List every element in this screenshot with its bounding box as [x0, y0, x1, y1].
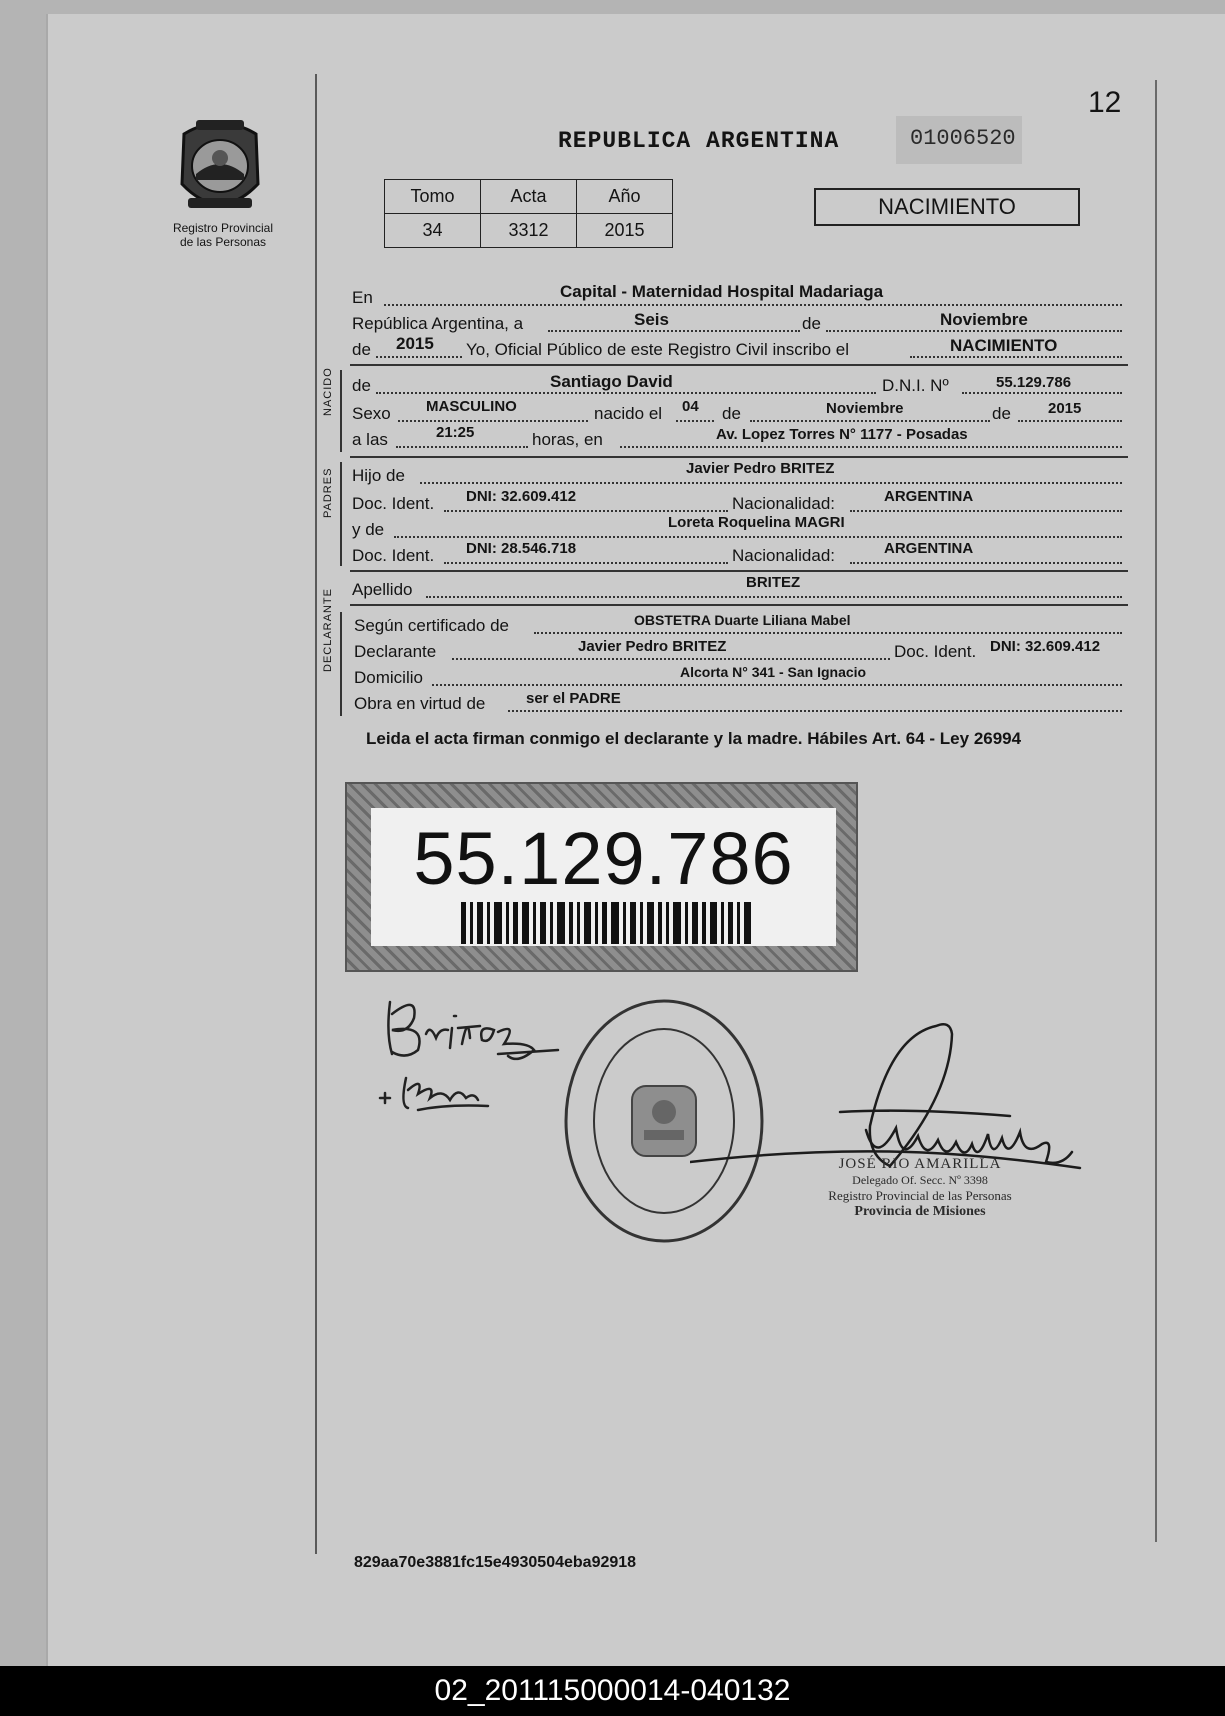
madre-nacionalidad: ARGENTINA — [884, 540, 974, 557]
nombre-nacido: Santiago David — [550, 372, 673, 391]
mes-nacido: Noviembre — [826, 400, 904, 417]
dotline — [1018, 420, 1122, 422]
dotline — [426, 596, 1122, 598]
label-de: de — [352, 340, 371, 359]
dotline — [444, 562, 728, 564]
sticker-label — [371, 808, 836, 946]
section-rule — [350, 364, 1128, 366]
section-tag-declarante — [322, 652, 334, 672]
serial-number: 01006520 — [896, 116, 1022, 164]
madre-doc: DNI: 28.546.718 — [466, 540, 577, 557]
apellido-value: BRITEZ — [746, 574, 801, 591]
dotline — [376, 392, 876, 394]
dotline — [508, 710, 1122, 712]
margin-line-right — [1155, 80, 1157, 1542]
label-en: En — [352, 288, 373, 307]
label-doc-ident: Doc. Ident. — [894, 642, 977, 661]
oficial-provincia: Provincia de Misiones — [854, 1204, 986, 1219]
label-doc-ident: Doc. Ident. — [352, 494, 435, 513]
margin-line-left — [315, 74, 317, 1554]
dotline — [432, 684, 1122, 686]
section-rule — [350, 570, 1128, 572]
padre-nombre: Javier Pedro BRITEZ — [686, 460, 835, 477]
madre-nombre: Loreta Roquelina MAGRI — [668, 514, 845, 531]
padre-nacionalidad: ARGENTINA — [884, 488, 974, 505]
registro-value-row — [385, 214, 673, 248]
dotline — [910, 356, 1122, 358]
dia-value: Seis — [634, 310, 669, 329]
label-sexo: Sexo — [352, 404, 391, 423]
anio-nacido: 2015 — [1048, 400, 1082, 417]
dotline — [620, 446, 1122, 448]
label-republica: República Argentina, a — [352, 314, 524, 333]
label-de: de — [352, 376, 371, 395]
anio-value: 2015 — [396, 334, 434, 353]
label-doc-ident: Doc. Ident. — [352, 546, 435, 565]
document-type-box: NACIMIENTO — [814, 188, 1080, 226]
oficial-organismo: Registro Provincial de las Personas — [828, 1188, 1012, 1203]
country-heading: REPUBLICA ARGENTINA — [558, 128, 840, 154]
certificado-value: OBSTETRA Duarte Liliana Mabel — [634, 612, 851, 628]
label-horas-en: horas, en — [532, 430, 603, 449]
domicilio-value: Alcorta N° 341 - San Ignacio — [680, 664, 867, 680]
dotline — [396, 446, 528, 448]
section-bar — [340, 462, 342, 566]
dotline — [850, 510, 1122, 512]
oficial-block — [790, 1156, 1050, 1220]
declarante-nombre: Javier Pedro BRITEZ — [578, 638, 727, 655]
label-obra: Obra en virtud de — [354, 694, 486, 713]
label-declarante: Declarante — [354, 642, 437, 661]
padre-doc: DNI: 32.609.412 — [466, 488, 577, 505]
mes-value: Noviembre — [940, 310, 1028, 329]
section-rule — [350, 604, 1128, 606]
sticker-dni-number: 55.129.786 — [413, 817, 794, 900]
section-rule — [350, 456, 1128, 458]
label-oficial: Yo, Oficial Público de este Registro Civil inscribo el — [466, 340, 849, 359]
inscripcion-value: NACIMIENTO — [950, 336, 1058, 355]
dni-nacido: 55.129.786 — [996, 374, 1072, 391]
logo-caption-line1: Registro Provincial — [172, 221, 274, 235]
barcode-icon — [461, 902, 751, 944]
label-certificado: Según certificado de — [354, 616, 509, 635]
dia-nacido: 04 — [682, 398, 699, 415]
header-acta: Acta — [481, 180, 577, 214]
header-anio: Año — [577, 180, 673, 214]
declarante-doc: DNI: 32.609.412 — [990, 638, 1101, 655]
label-domicilio: Domicilio — [354, 668, 423, 687]
document-hash: 829aa70e3881fc15e4930504eba92918 — [354, 1554, 637, 1571]
dotline — [548, 330, 800, 332]
dotline — [376, 356, 462, 358]
dotline — [452, 658, 890, 660]
section-bar — [340, 612, 342, 716]
section-tag-padres — [322, 498, 334, 518]
label-de: de — [802, 314, 821, 333]
logo-caption — [148, 221, 298, 249]
dotline — [826, 330, 1122, 332]
dni-sticker — [345, 782, 858, 972]
header-tomo: Tomo — [385, 180, 481, 214]
dotline — [394, 536, 1122, 538]
registro-header-row — [385, 180, 673, 214]
section-bar — [340, 370, 342, 452]
logo-caption-line2: de las Personas — [179, 235, 267, 249]
page-number: 12 — [1088, 86, 1122, 119]
lugar-nacimiento: Av. Lopez Torres N° 1177 - Posadas — [716, 426, 968, 443]
label-nacionalidad: Nacionalidad: — [732, 494, 836, 513]
label-a-las: a las — [352, 430, 388, 449]
oficial-nombre: JOSÉ RIO AMARILLA — [838, 1156, 1002, 1172]
label-apellido: Apellido — [352, 580, 413, 599]
registro-table — [384, 179, 673, 248]
sexo-value: MASCULINO — [426, 398, 517, 415]
lugar-value: Capital - Maternidad Hospital Madariaga — [560, 282, 884, 301]
section-tag-nacido — [322, 396, 334, 416]
value-acta: 3312 — [481, 214, 577, 248]
dotline — [420, 482, 1122, 484]
value-anio: 2015 — [577, 214, 673, 248]
obra-value: ser el PADRE — [526, 690, 621, 707]
hora-value: 21:25 — [436, 424, 475, 441]
label-dni: D.N.I. Nº — [882, 376, 949, 395]
dotline — [398, 420, 588, 422]
dotline — [676, 420, 714, 422]
label-de: de — [722, 404, 741, 423]
dotline — [850, 562, 1122, 564]
label-hijo-de: Hijo de — [352, 466, 405, 485]
acta-note: Leida el acta firman conmigo el declarante y la madre. Hábiles Art. 64 - Ley 26994 — [366, 729, 1022, 748]
label-de: de — [992, 404, 1011, 423]
dotline — [384, 304, 1122, 306]
label-nacionalidad: Nacionalidad: — [732, 546, 836, 565]
misiones-emblem-icon — [174, 114, 266, 218]
dotline — [444, 510, 728, 512]
dotline — [962, 392, 1122, 394]
dotline — [750, 420, 990, 422]
dotline — [534, 632, 1122, 634]
scan-footer-id: 02_201115000014-040132 — [0, 1666, 1225, 1716]
oficial-cargo: Delegado Of. Secc. Nº 3398 — [852, 1173, 988, 1187]
value-tomo: 34 — [385, 214, 481, 248]
label-nacido-el: nacido el — [594, 404, 663, 423]
handwritten-signature-declarante — [378, 994, 568, 1124]
label-y-de: y de — [352, 520, 385, 539]
